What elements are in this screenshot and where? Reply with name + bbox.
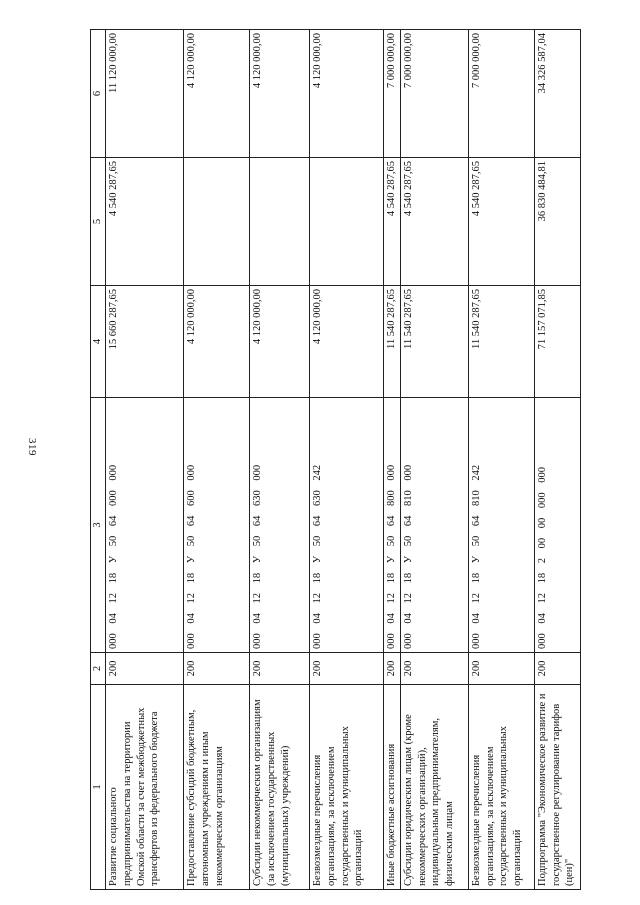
row-ved-code: 200 <box>183 653 249 685</box>
table-row <box>534 30 580 890</box>
row-amount-col6: 4 120 000,00 <box>249 30 309 158</box>
row-classification-code: 000 04 12 18 У 50 64 600 000 <box>183 398 249 653</box>
row-classification-code: 000 04 12 18 2 00 00 000 000 <box>534 398 580 653</box>
row-name: Безвозмездные перечисления организациям, за исключением государственных и муниципальных организаций <box>468 685 534 890</box>
column-header-6: 6 <box>91 30 106 158</box>
row-classification-code: 000 04 12 18 У 50 64 000 000 <box>105 398 183 653</box>
row-amount-total: 4 120 000,00 <box>183 286 249 398</box>
row-amount-col5: 36 830 484,81 <box>534 158 580 286</box>
row-amount-total: 11 540 287,65 <box>400 286 468 398</box>
budget-table-rotated <box>90 30 576 890</box>
row-amount-col5 <box>309 158 383 286</box>
table-header-row <box>91 30 106 890</box>
column-header-1: 1 <box>91 685 106 890</box>
row-ved-code: 200 <box>534 653 580 685</box>
row-amount-col6: 34 326 587,04 <box>534 30 580 158</box>
row-name: Предоставление субсидий бюджетным, автономным учреждениям и иным некоммерческим организациям <box>183 685 249 890</box>
page-number: 319 <box>26 438 38 456</box>
row-classification-code: 000 04 12 18 У 50 64 800 000 <box>383 398 400 653</box>
row-classification-code: 000 04 12 18 У 50 64 810 000 <box>400 398 468 653</box>
row-amount-total: 4 120 000,00 <box>249 286 309 398</box>
row-name: Субсидии юридическим лицам (кроме некоммерческих организаций), индивидуальным предпринимателям, физическим лицам <box>400 685 468 890</box>
table-row <box>309 30 383 890</box>
row-classification-code: 000 04 12 18 У 50 64 630 242 <box>309 398 383 653</box>
column-header-2: 2 <box>91 653 106 685</box>
column-header-3: 3 <box>91 398 106 653</box>
row-amount-total: 15 660 287,65 <box>105 286 183 398</box>
row-amount-col5: 4 540 287,65 <box>400 158 468 286</box>
row-amount-col5: 4 540 287,65 <box>468 158 534 286</box>
row-amount-total: 11 540 287,65 <box>468 286 534 398</box>
row-amount-total: 4 120 000,00 <box>309 286 383 398</box>
table-row <box>400 30 468 890</box>
row-amount-col5 <box>183 158 249 286</box>
row-name: Развитие социального предпринимательства на территории Омской области за счет межбюджетных трансфертов из федерального бюджета <box>105 685 183 890</box>
row-amount-col6: 7 000 000,00 <box>468 30 534 158</box>
row-name: Субсидии некоммерческим организациям (за исключением государственных (муниципальных) учреждений) <box>249 685 309 890</box>
row-amount-col6: 7 000 000,00 <box>400 30 468 158</box>
table-row <box>183 30 249 890</box>
row-amount-col6: 11 120 000,00 <box>105 30 183 158</box>
row-ved-code: 200 <box>400 653 468 685</box>
row-amount-col5: 4 540 287,65 <box>105 158 183 286</box>
column-header-4: 4 <box>91 286 106 398</box>
row-ved-code: 200 <box>383 653 400 685</box>
row-ved-code: 200 <box>105 653 183 685</box>
table-row <box>468 30 534 890</box>
row-name: Подпрограмма "Экономическое развитие и государственное регулирование тарифов (цен)" <box>534 685 580 890</box>
row-amount-col5 <box>249 158 309 286</box>
row-classification-code: 000 04 12 18 У 50 64 630 000 <box>249 398 309 653</box>
row-amount-col5: 4 540 287,65 <box>383 158 400 286</box>
row-amount-col6: 4 120 000,00 <box>309 30 383 158</box>
table-row <box>383 30 400 890</box>
row-classification-code: 000 04 12 18 У 50 64 810 242 <box>468 398 534 653</box>
table-row <box>105 30 183 890</box>
row-ved-code: 200 <box>249 653 309 685</box>
row-amount-total: 11 540 287,65 <box>383 286 400 398</box>
row-ved-code: 200 <box>309 653 383 685</box>
row-amount-col6: 7 000 000,00 <box>383 30 400 158</box>
row-name: Безвозмездные перечисления организациям, за исключением государственных и муниципальных организаций <box>309 685 383 890</box>
row-ved-code: 200 <box>468 653 534 685</box>
row-amount-total: 71 157 071,85 <box>534 286 580 398</box>
row-amount-col6: 4 120 000,00 <box>183 30 249 158</box>
row-name: Иные бюджетные ассигнования <box>383 685 400 890</box>
budget-table <box>90 29 581 890</box>
column-header-5: 5 <box>91 158 106 286</box>
table-row <box>249 30 309 890</box>
